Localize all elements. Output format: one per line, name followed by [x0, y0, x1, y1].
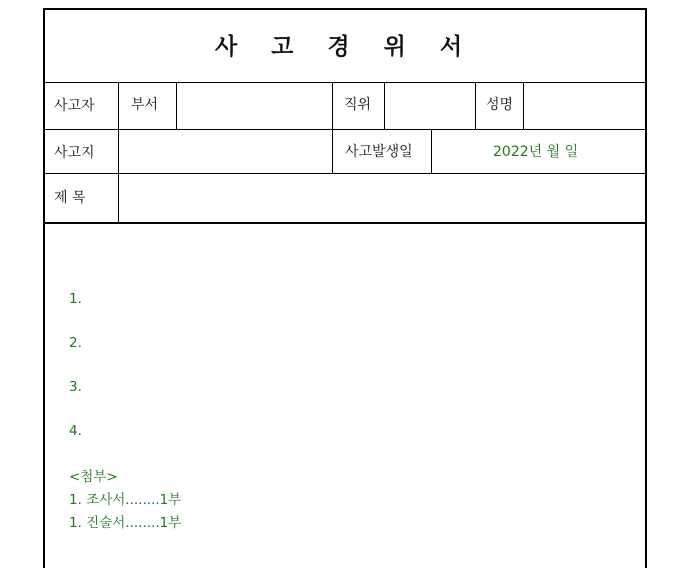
- column-divider: [475, 82, 476, 129]
- column-divider: [176, 82, 177, 129]
- label-position: 직위: [344, 97, 372, 113]
- row-divider: [45, 129, 645, 130]
- list-item: 3.: [69, 379, 82, 395]
- column-divider: [431, 129, 432, 173]
- list-item: 4.: [69, 423, 82, 439]
- label-name: 성명: [486, 97, 514, 113]
- attachment-header: <첨부>: [69, 469, 118, 485]
- label-accident-location: 사고지: [54, 145, 95, 161]
- body-divider: [45, 222, 645, 224]
- row-divider: [45, 82, 645, 83]
- attachment-item: 1. 조사서........1부: [69, 492, 182, 508]
- row-divider: [45, 173, 645, 174]
- column-divider: [332, 82, 333, 173]
- list-item: 2.: [69, 335, 82, 351]
- label-department: 부서: [131, 97, 159, 113]
- name-field[interactable]: [525, 84, 643, 128]
- column-divider: [523, 82, 524, 129]
- document-title: 사 고 경 위 서: [214, 33, 476, 60]
- accident-report-form: [43, 8, 647, 568]
- column-divider: [118, 82, 119, 223]
- location-field[interactable]: [120, 131, 331, 172]
- department-field[interactable]: [188, 84, 331, 128]
- column-divider: [384, 82, 385, 129]
- list-item: 1.: [69, 291, 82, 307]
- subject-field[interactable]: [120, 175, 642, 221]
- position-field[interactable]: [386, 84, 474, 128]
- attachment-item: 1. 진술서........1부: [69, 515, 182, 531]
- accident-date-value[interactable]: 2022년 월 일: [493, 144, 579, 160]
- label-subject: 제 목: [54, 190, 86, 206]
- label-accident-date: 사고발생일: [345, 144, 413, 160]
- label-accident-person: 사고자: [54, 98, 95, 114]
